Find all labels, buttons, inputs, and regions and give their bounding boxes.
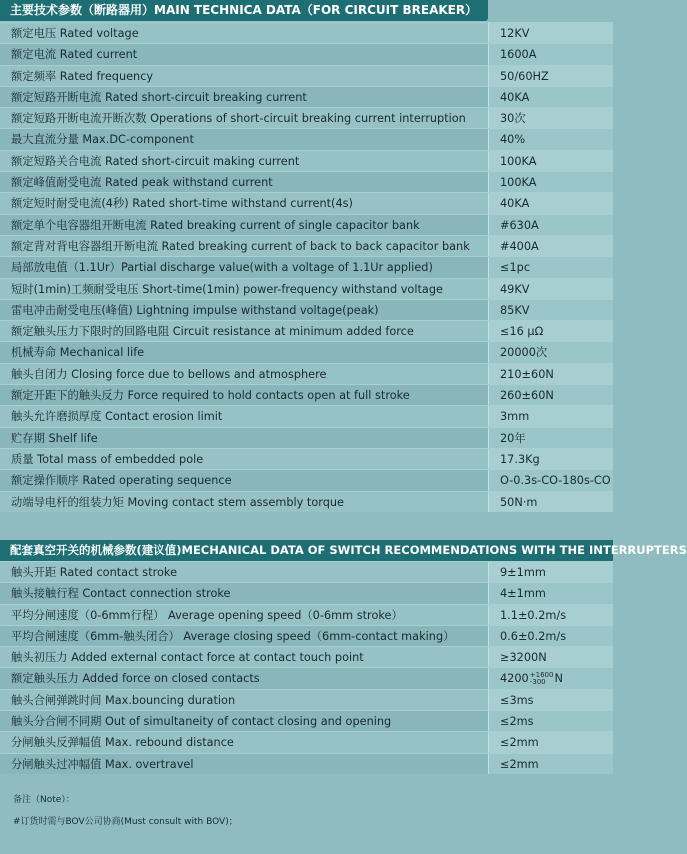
param-value: 12KV [488,23,613,43]
main-data-table [0,22,613,512]
param-label: 额定短路关合电流 Rated short-circuit making current [0,151,488,171]
tolerance-lower: -300 [529,678,546,687]
param-label: 额定短时耐受电流(4秒) Rated short-time withstand current(4s) [0,193,488,213]
param-value: 100KA [488,151,613,171]
mechanical-data-row [0,667,613,688]
main-data-row [0,256,613,277]
main-data-row [0,320,613,341]
param-value: 1600A [488,44,613,64]
param-label: 分闸触头过冲幅值 Max. overtravel [0,754,488,774]
param-value: ≤1pc [488,257,613,277]
main-data-row [0,235,613,256]
main-data-header: 主要技术参数（断路器用）MAIN TECHNICA DATA（FOR CIRCUIT BREAKER） [0,0,488,21]
main-data-row [0,150,613,171]
param-value: ≤2ms [488,711,613,731]
param-label: 触头接触行程 Contact connection stroke [0,583,488,603]
param-value: 40KA [488,193,613,213]
note-text: #订货时需与BOV公司协商(Must consult with BOV)； [13,817,238,827]
param-label: 最大直流分量 Max.DC-component [0,129,488,149]
mechanical-data-row [0,710,613,731]
notes [13,793,238,837]
param-label: 平均分闸速度（0-6mm行程） Average opening speed（0-6mm stroke） [0,605,488,625]
param-label: 触头开距 Rated contact stroke [0,562,488,582]
param-value: 49KV [488,279,613,299]
param-label: 触头分合闸不同期 Out of simultaneity of contact closing and opening [0,711,488,731]
param-label: 短时(1min)工频耐受电压 Short-time(1min) power-frequency withstand voltage [0,279,488,299]
param-value: 1.1±0.2m/s [488,605,613,625]
param-value: 3mm [488,406,613,426]
main-data-row [0,341,613,362]
mechanical-data-row [0,604,613,625]
param-label: 额定背对背电容器组开断电流 Rated breaking current of back to back capacitor bank [0,236,488,256]
param-label: 机械寿命 Mechanical life [0,342,488,362]
main-data-row [0,363,613,384]
param-label: 雷电冲击耐受电压(峰值) Lightning impulse withstand voltage(peak) [0,300,488,320]
param-label: 触头自闭力 Closing force due to bellows and atmosphere [0,364,488,384]
param-value: 9±1mm [488,562,613,582]
param-value: 260±60N [488,385,613,405]
param-value-base: 4200 [500,672,529,686]
param-value: ≥3200N [488,647,613,667]
param-value: O-0.3s-CO-180s-CO [488,470,613,490]
main-data-row [0,491,613,512]
param-value: 20年 [488,428,613,448]
param-value: ≤3ms [488,690,613,710]
main-data-row [0,299,613,320]
mechanical-data-table [0,561,613,774]
param-value [488,668,613,688]
mechanical-data-row [0,731,613,752]
param-label: 额定频率 Rated frequency [0,66,488,86]
param-value: 30次 [488,108,613,128]
param-label: 额定短路开断电流开断次数 Operations of short-circuit breaking current interruption [0,108,488,128]
note-title: 备注（Note）： [13,795,75,805]
param-label: 触头合闸弹跳时间 Max.bouncing duration [0,690,488,710]
param-value: 100KA [488,172,613,192]
param-label: 额定触头压力 Added force on closed contacts [0,668,488,688]
mechanical-data-row [0,753,613,774]
param-value: 40% [488,129,613,149]
param-label: 额定单个电容器组开断电流 Rated breaking current of single capacitor bank [0,215,488,235]
main-data-row [0,469,613,490]
main-data-row [0,65,613,86]
param-label: 额定触头压力下限时的回路电阻 Circuit resistance at minimum added force [0,321,488,341]
param-value: ≤2mm [488,732,613,752]
tolerance [530,672,554,686]
param-value: 0.6±0.2m/s [488,626,613,646]
param-label: 额定操作顺序 Rated operating sequence [0,470,488,490]
param-value: 50N·m [488,492,613,512]
mechanical-data-header: 配套真空开关的机械参数(建议值)MECHANICAL DATA OF SWITCH RECOMMENDATIONS WITH THE INTERRUPTERS [0,540,613,561]
main-data-row [0,171,613,192]
param-value: ≤16 μΩ [488,321,613,341]
mechanical-data-row [0,625,613,646]
param-label: 额定电压 Rated voltage [0,23,488,43]
main-data-row [0,107,613,128]
main-data-row [0,405,613,426]
param-label: 额定电流 Rated current [0,44,488,64]
param-value: 85KV [488,300,613,320]
main-data-row [0,43,613,64]
main-data-row [0,22,613,43]
param-label: 额定峰值耐受电流 Rated peak withstand current [0,172,488,192]
param-label: 局部放电值（1.1Ur）Partial discharge value(with a voltage of 1.1Ur applied) [0,257,488,277]
param-label: 触头允许磨损厚度 Contact erosion limit [0,406,488,426]
param-value: 50/60HZ [488,66,613,86]
main-data-row [0,192,613,213]
tolerance-upper: +1600 [529,671,554,680]
mechanical-data-row [0,561,613,582]
param-label: 动端导电杆的组装力矩 Moving contact stem assembly torque [0,492,488,512]
param-label: 质量 Total mass of embedded pole [0,449,488,469]
param-value: 20000次 [488,342,613,362]
param-value: 40KA [488,87,613,107]
param-value-unit: N [554,672,563,686]
main-data-row [0,427,613,448]
param-label: 额定开距下的触头反力 Force required to hold contacts open at full stroke [0,385,488,405]
param-value: ≤2mm [488,754,613,774]
main-data-row [0,214,613,235]
param-value: 17.3Kg [488,449,613,469]
param-label: 触头初压力 Added external contact force at contact touch point [0,647,488,667]
mechanical-data-row [0,582,613,603]
mechanical-data-row [0,689,613,710]
param-label: 额定短路开断电流 Rated short-circuit breaking current [0,87,488,107]
param-label: 贮存期 Shelf life [0,428,488,448]
param-label: 平均合闸速度（6mm-触头闭合） Average closing speed（6mm-contact making） [0,626,488,646]
main-data-row [0,448,613,469]
param-value: #400A [488,236,613,256]
main-data-row [0,128,613,149]
param-value: #630A [488,215,613,235]
main-data-row [0,86,613,107]
main-data-row [0,384,613,405]
param-label: 分闸触头反弹幅值 Max. rebound distance [0,732,488,752]
mechanical-data-row [0,646,613,667]
main-data-row [0,278,613,299]
param-value: 4±1mm [488,583,613,603]
param-value: 210±60N [488,364,613,384]
